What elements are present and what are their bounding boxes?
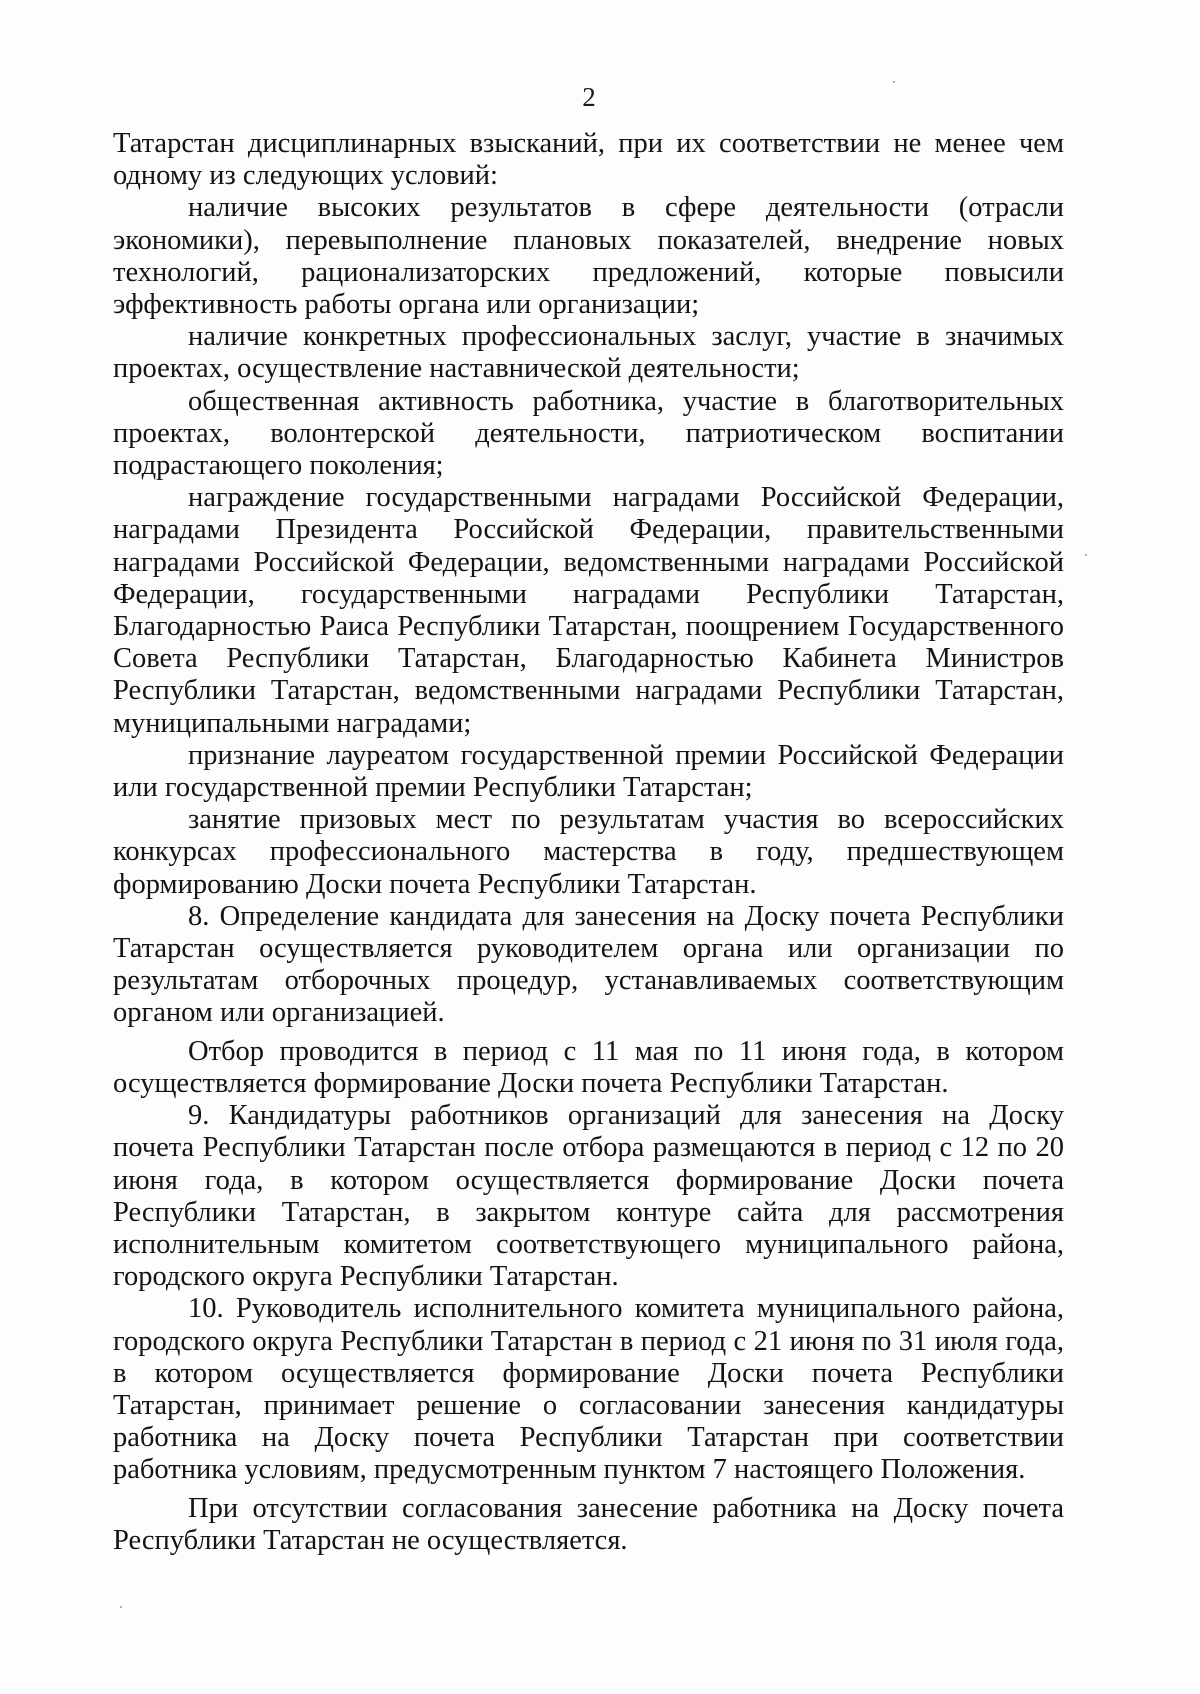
paragraph-item-8: 8. Определение кандидата для занесения на Доску почета Республики Татарстан осуществляется руководителем органа или организации по результатам отборочных процедур, устанавливаемых соответствующим органом или организацией. [113, 900, 1064, 1029]
scan-speck [893, 81, 895, 83]
page-number: 2 [582, 82, 596, 112]
paragraph-selection-period: Отбор проводится в период с 11 мая по 11 июня года, в котором осуществляется формирование Доски почета Республики Татарстан. [113, 1035, 1064, 1099]
paragraph-item-10: 10. Руководитель исполнительного комитета муниципального района, городского округа Республики Татарстан в период с 21 июня по 31 июля года, в котором осуществляется формирование Доски почета Республики Татарстан, принимает решение о согласовании занесения кандидатуры работника на Доску почета Республики Татарстан при соответствии работника условиям, предусмотренным пунктом 7 настоящего Положения. [113, 1293, 1064, 1486]
paragraph-item-9: 9. Кандидатуры работников организаций для занесения на Доску почета Республики Татарстан после отбора размещаются в период с 12 по 20 июня года, в котором осуществляется формирование Доски почета Республики Татарстан, в закрытом контуре сайта для рассмотрения исполнительным комитетом соответствующего муниципального района, городского округа Республики Татарстан. [113, 1100, 1064, 1293]
paragraph-condition-results: наличие высоких результатов в сфере деятельности (отрасли экономики), перевыполнение плановых показателей, внедрение новых технологий, рационализаторских предложений, которые повысили эффективность работы органа или организации; [113, 192, 1064, 321]
paragraph-condition-laureate: признание лауреатом государственной премии Российской Федерации или государственной премии Республики Татарстан; [113, 739, 1064, 804]
paragraph-no-approval: При отсутствии согласования занесение работника на Доску почета Республики Татарстан не осуществляется. [113, 1492, 1064, 1556]
paragraph-condition-merits: наличие конкретных профессиональных заслуг, участие в значимых проектах, осуществление наставнической деятельности; [113, 321, 1064, 385]
paragraph-continuation: Татарстан дисциплинарных взысканий, при их соответствии не менее чем одному из следующих условий: [113, 128, 1064, 192]
document-body [113, 128, 1064, 1557]
paragraph-condition-awards: награждение государственными наградами Российской Федерации, наградами Президента Российской Федерации, правительственными наградами Российской Федерации, ведомственными наградами Российской Федерации, государственными наградами Республики Татарстан, Благодарностью Раиса Республики Татарстан, поощрением Государственного Совета Республики Татарстан, Благодарностью Кабинета Министров Республики Татарстан, ведомственными наградами Республики Татарстан, муниципальными наградами; [113, 482, 1064, 739]
scan-speck [120, 1606, 122, 1608]
paragraph-condition-contests: занятие призовых мест по результатам участия во всероссийских конкурсах профессионального мастерства в году, предшествующем формированию Доски почета Республики Татарстан. [113, 804, 1064, 900]
paragraph-condition-activity: общественная активность работника, участие в благотворительных проектах, волонтерской деятельности, патриотическом воспитании подрастающего поколения; [113, 385, 1064, 482]
scan-speck [1085, 554, 1087, 556]
